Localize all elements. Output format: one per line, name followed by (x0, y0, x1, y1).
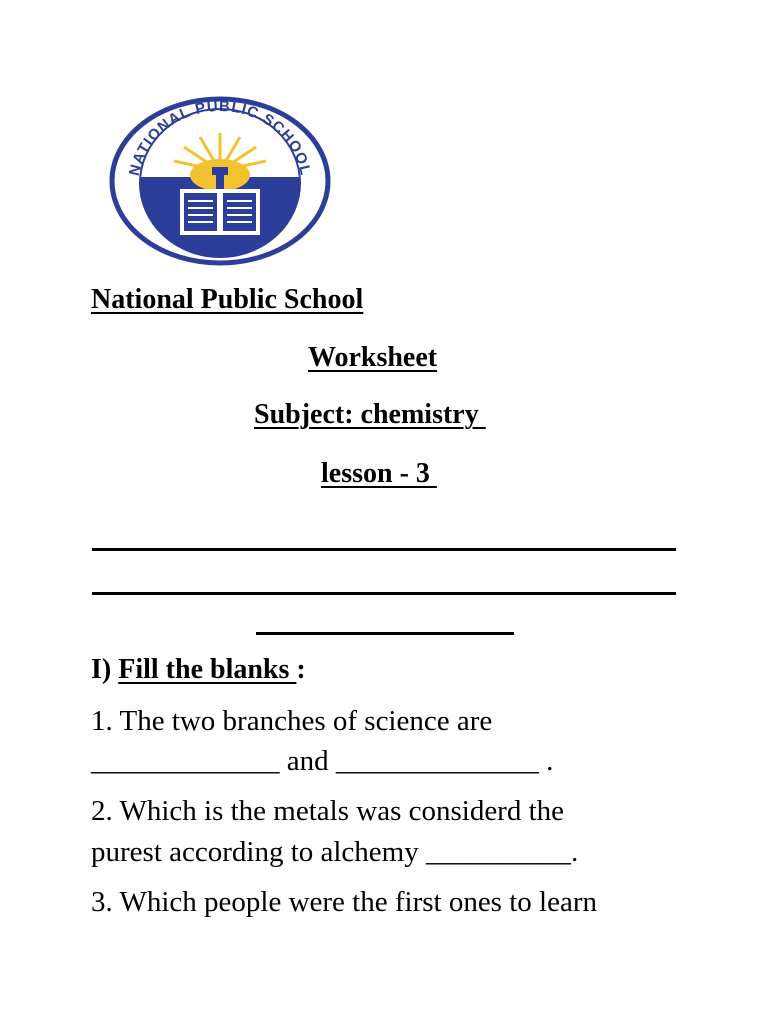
blank-rule (256, 632, 514, 635)
document-type: Worksheet (308, 342, 438, 373)
school-logo (108, 95, 332, 267)
blank-rule (92, 592, 676, 595)
school-emblem-icon (108, 95, 332, 267)
section-title: Fill the blanks (118, 654, 297, 685)
question-1-line-1: 1. The two branches of science are (91, 705, 493, 737)
section-heading (91, 654, 306, 686)
logo-arc-text: NATIONAL PUBLIC SCHOOL (125, 97, 315, 178)
blank-rule (92, 548, 676, 551)
question-2-line-1: 2. Which is the metals was considerd the (91, 795, 565, 827)
school-name: National Public School (91, 284, 364, 315)
question-3-line-1: 3. Which people were the first ones to learn (91, 886, 597, 918)
logo-est-text: • EST 1959 • (182, 237, 258, 257)
question-2-line-2: purest according to alchemy __________. (91, 836, 579, 868)
question-1-line-2: _____________ and ______________ . (91, 745, 554, 777)
subject-line: Subject: chemistry (254, 399, 486, 430)
section-suffix: : (296, 654, 306, 685)
section-prefix: I) (91, 654, 119, 685)
lesson-line: lesson - 3 (321, 458, 437, 489)
